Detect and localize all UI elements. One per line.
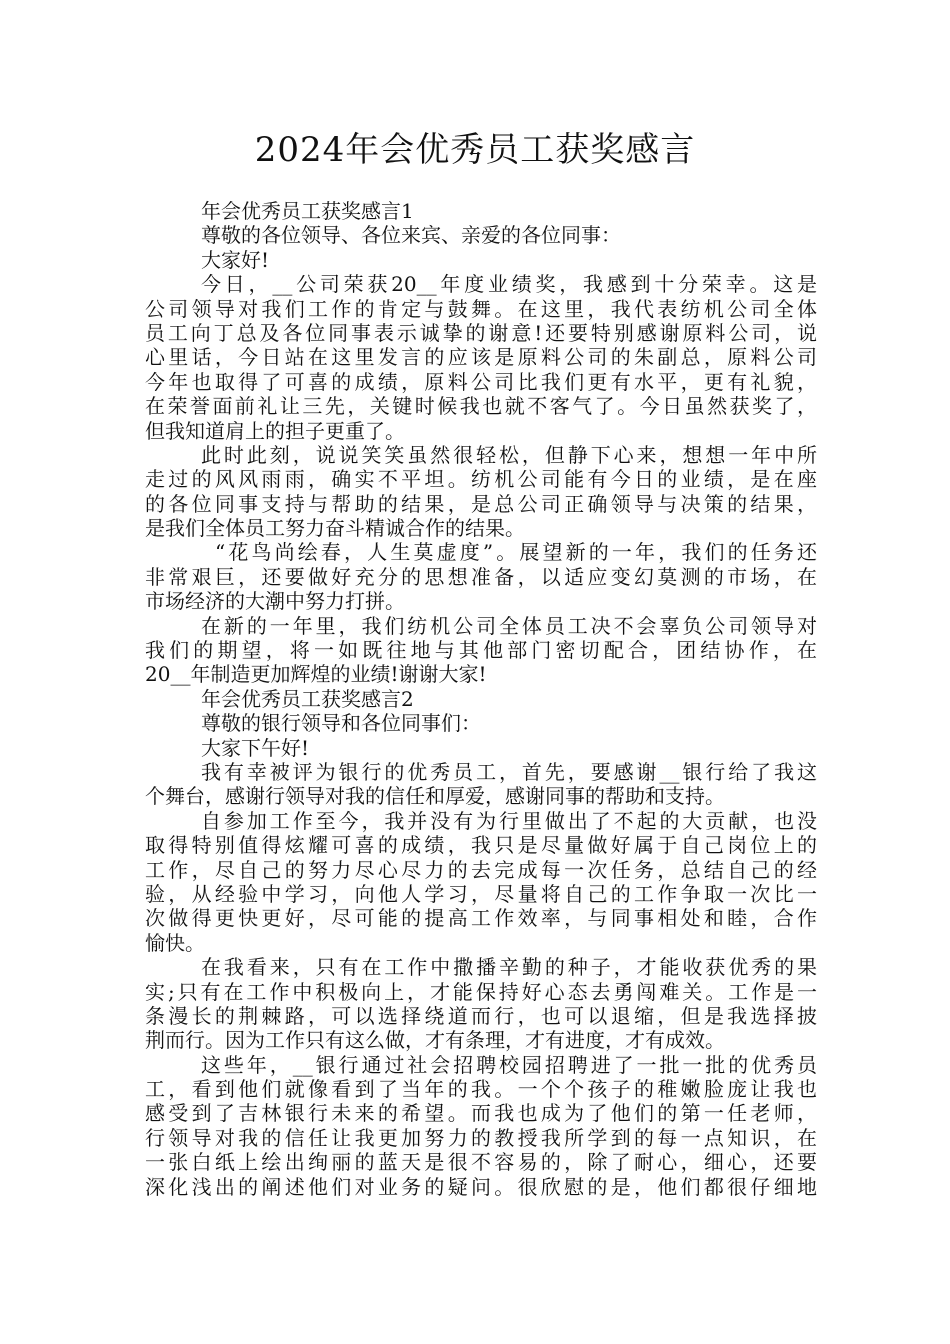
text-line: 大家下午好!	[201, 735, 310, 760]
text-line: 是我们全体员工努力奋斗精诚合作的结果。	[145, 516, 525, 541]
text-line: 次做得更快更好，尽可能的提高工作效率，与同事相处和睦，合作	[145, 906, 817, 931]
text-line: 心里话，今日站在这里发言的应该是原料公司的朱副总，原料公司	[145, 345, 817, 370]
text-line: 在新的一年里，我们纺机公司全体员工决不会辜负公司领导对	[201, 613, 817, 638]
text-line: 个舞台，感谢行领导对我的信任和厚爱，感谢同事的帮助和支持。	[145, 784, 725, 809]
document-title: 2024年会优秀员工获奖感言	[254, 130, 696, 170]
text-line: 年会优秀员工获奖感言2	[201, 686, 414, 711]
text-line: 年会优秀员工获奖感言1	[201, 199, 414, 223]
text-line: 员工向丁总及各位同事表示诚挚的谢意!还要特别感谢原料公司，说	[145, 320, 817, 345]
text-line: 的各位同事支持与帮助的结果，是总公司正确领导与决策的结果，	[145, 491, 817, 516]
text-line: 一张白纸上绘出绚丽的蓝天是很不容易的，除了耐心，细心，还要	[145, 1150, 817, 1175]
text-line: 此时此刻，说说笑笑虽然很轻松，但静下心来，想想一年中所	[201, 442, 817, 467]
text-line: 尊敬的各位领导、各位来宾、亲爱的各位同事：	[201, 223, 621, 248]
text-line: 大家好!	[201, 247, 270, 272]
text-line: 实;只有在工作中积极向上，才能保持好心态去勇闯难关。工作是一	[145, 979, 817, 1004]
text-line: 公司领导对我们工作的肯定与鼓舞。在这里，我代表纺机公司全体	[145, 296, 817, 321]
document-body	[145, 199, 817, 1199]
text-line: 愉快。	[145, 930, 205, 955]
text-line: 验，从经验中学习，向他人学习，尽量将自己的工作争取一次比一	[145, 881, 817, 906]
text-line: 感受到了吉林银行未来的希望。而我也成为了他们的第一任老师，	[145, 1101, 817, 1126]
text-line: 取得特别值得炫耀可喜的成绩，我只是尽量做好属于自己岗位上的	[145, 833, 817, 858]
text-line: 条漫长的荆棘路，可以选择绕道而行，也可以退缩，但是我选择披	[145, 1003, 817, 1028]
text-line: 行领导对我的信任让我更加努力的教授我所学到的每一点知识，在	[145, 1125, 817, 1150]
text-line: 20__年制造更加辉煌的业绩!谢谢大家!	[145, 662, 487, 687]
text-line: 我有幸被评为银行的优秀员工，首先，要感谢__银行给了我这	[201, 759, 817, 784]
text-line: 非常艰巨，还要做好充分的思想准备，以适应变幻莫测的市场，在	[145, 564, 817, 589]
text-line: 今年也取得了可喜的成绩，原料公司比我们更有水平，更有礼貌，	[145, 369, 817, 394]
text-line: 在荣誉面前礼让三先，关键时候我也就不客气了。今日虽然获奖了，	[145, 394, 817, 419]
text-line: 我们的期望，将一如既往地与其他部门密切配合，团结协作，在	[145, 638, 817, 663]
text-line: 在我看来，只有在工作中撒播辛勤的种子，才能收获优秀的果	[201, 955, 817, 980]
text-line: 尊敬的银行领导和各位同事们：	[201, 711, 481, 736]
text-line: 今日，__公司荣获20__年度业绩奖，我感到十分荣幸。这是	[201, 272, 817, 297]
text-line: 但我知道肩上的担子更重了。	[145, 418, 405, 443]
text-line: 工，看到他们就像看到了当年的我。一个个孩子的稚嫩脸庞让我也	[145, 1077, 817, 1102]
text-line: “花鸟尚绘春，人生莫虚度”。展望新的一年，我们的任务还	[215, 540, 817, 565]
text-line: 市场经济的大潮中努力打拼。	[145, 589, 405, 614]
text-line: 走过的风风雨雨，确实不平坦。纺机公司能有今日的业绩，是在座	[145, 467, 817, 492]
text-line: 荆而行。因为工作只有这么做，才有条理，才有进度，才有成效。	[145, 1028, 725, 1053]
text-line: 这些年，__银行通过社会招聘校园招聘进了一批一批的优秀员	[201, 1052, 817, 1077]
text-line: 自参加工作至今，我并没有为行里做出了不起的大贡献，也没	[201, 808, 817, 833]
text-line: 工作，尽自己的努力尽心尽力的去完成每一次任务，总结自己的经	[145, 857, 817, 882]
text-line: 深化浅出的阐述他们对业务的疑问。很欣慰的是，他们都很仔细地	[145, 1174, 817, 1199]
